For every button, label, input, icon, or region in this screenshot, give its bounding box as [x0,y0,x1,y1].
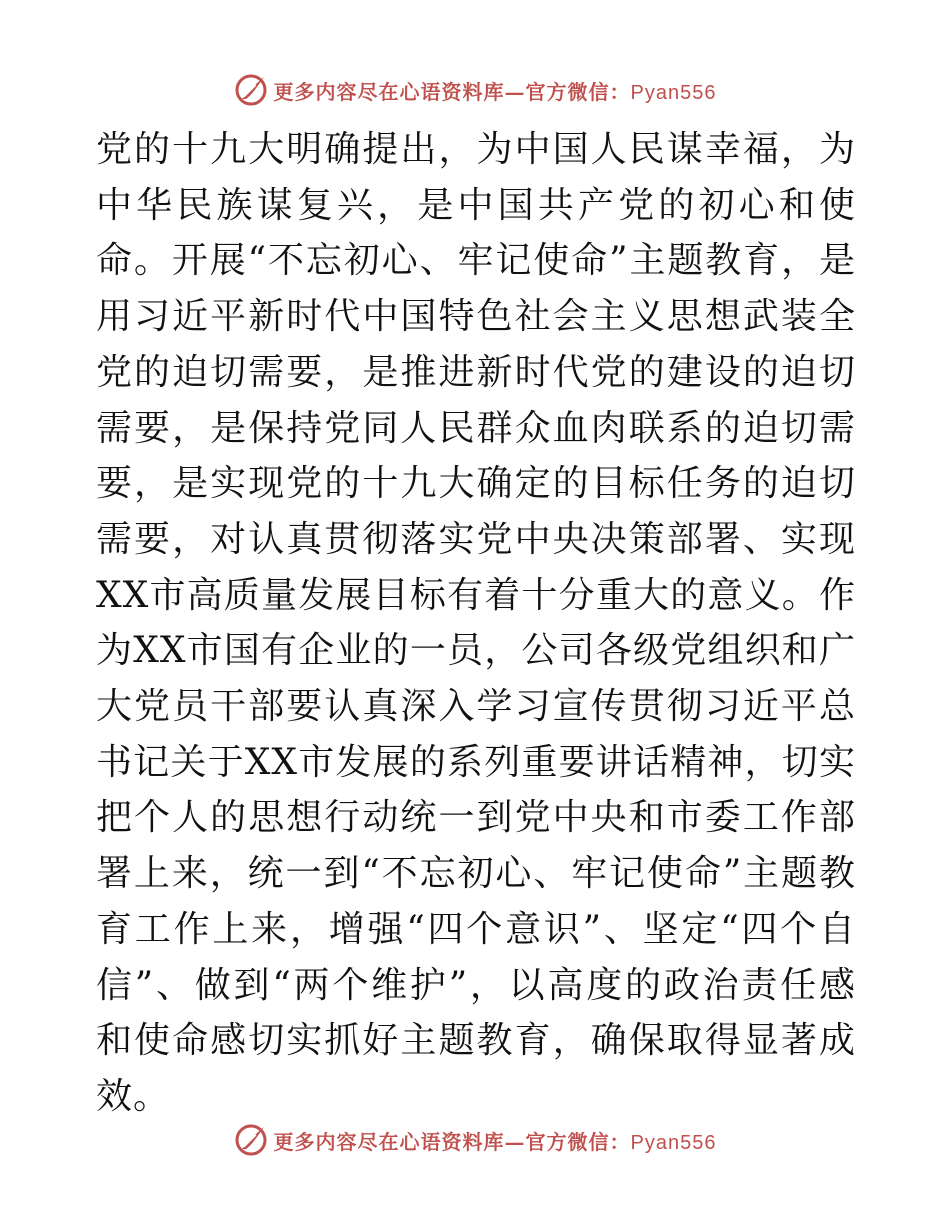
footer-banner-text: 更多内容尽在心语资料库—官方微信：Pyan556 [273,1129,717,1154]
feather-circle-icon [234,73,268,107]
header-banner [0,68,950,112]
feather-circle-icon [234,1123,268,1157]
footer-banner [0,1118,950,1162]
body-paragraph: 党的十九大明确提出，为中国人民谋幸福，为中华民族谋复兴，是中国共产党的初心和使命。开展“不忘初心、牢记使命”主题教育，是用习近平新时代中国特色社会主义思想武装全党的迫切需要，是推进新时代党的建设的迫切需要，是保持党同人民群众血肉联系的迫切需要，是实现党的十九大确定的目标任务的迫切需要，对认真贯彻落实党中央决策部署、实现XX市高质量发展目标有着十分重大的意义。作为XX市国有企业的一员，公司各级党组织和广大党员干部要认真深入学习宣传贯彻习近平总书记关于XX市发展的系列重要讲话精神，切实把个人的思想行动统一到党中央和市委工作部署上来，统一到“不忘初心、牢记使命”主题教育工作上来，增强“四个意识”、坚定“四个自信”、做到“两个维护”，以高度的政治责任感和使命感切实抓好主题教育，确保取得显著成效。 [96,129,856,1117]
footer-wechat-id: Pyan556 [630,1131,717,1154]
header-banner-text: 更多内容尽在心语资料库—官方微信：Pyan556 [273,79,717,104]
header-wechat-id: Pyan556 [630,81,717,104]
